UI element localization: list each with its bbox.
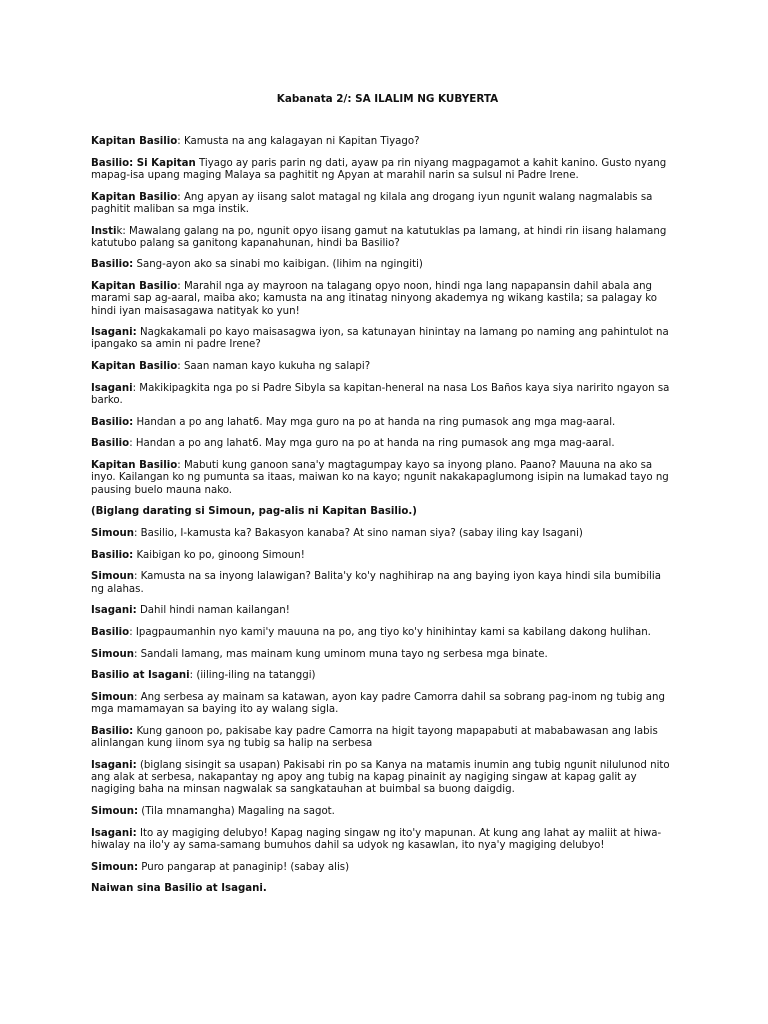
dialogue-line <box>91 649 676 661</box>
speaker-name: Basilio: <box>91 549 134 561</box>
dialogue-text: Kung ganoon po, pakisabe kay padre Camorra na higit tayong mapapabuti at mababawasan ang labis alinlangan kung iinom sya ng tubig sa halip na serbesa <box>91 726 658 750</box>
dialogue-text: Nagkakamali po kayo maisasagwa iyon, sa katunayan hinintay na lamang po naming ang pahintulot na ipangako sa amin ni padre Irene? <box>91 327 669 351</box>
speaker-name: Simoun <box>91 527 134 539</box>
speaker-name: Basilio: <box>91 259 134 271</box>
speaker-name: Simoun <box>91 692 134 704</box>
dialogue-text: : Kamusta na sa inyong lalawigan? Balita'y ko'y naghihirap na ang baying iyon kaya hindi sila bumibilia ng alahas. <box>91 571 661 595</box>
dialogue-line <box>91 460 676 497</box>
dialogue-text: : Kamusta na ang kalagayan ni Kapitan Tiyago? <box>177 136 420 147</box>
dialogue-line <box>91 726 676 750</box>
dialogue-text: : Basilio, I-kamusta ka? Bakasyon kanaba? At sino naman siya? (sabay iling kay Isagani) <box>133 527 583 539</box>
speaker-name: Basilio: Si Kapitan <box>91 157 196 169</box>
dialogue-text: : Handan a po ang lahat6. May mga guro na po at handa na ring pumasok ang mga mag-aaral. <box>129 438 615 450</box>
dialogue-line <box>91 192 676 216</box>
dialogue-line <box>91 417 676 429</box>
dialogue-text: Tiyago ay paris parin ng dati, ayaw pa rin niyang magpagamot a kahit kanino. Gusto nyang mapag-isa upang maging Malaya sa paghitit ng Apyan at marahil narin sa sulsul ni Padre Irene. <box>91 157 667 181</box>
stage-direction: Naiwan sina Basilio at Isagani. <box>91 883 267 895</box>
dialogue-line <box>91 828 676 852</box>
speaker-name: Kapitan Basilio <box>91 281 178 293</box>
dialogue-line <box>91 605 676 617</box>
dialogue-text: : Ang apyan ay iisang salot matagal ng kilala ang drogang iyun ngunit walang nagmalabis sa paghitit maliban sa mga instik. <box>91 191 653 215</box>
dialogue-line <box>91 627 676 639</box>
dialogue-line <box>91 259 676 271</box>
speaker-name: Basilio <box>91 626 130 638</box>
dialogue-text: Ito ay magiging delubyo! Kapag naging singaw ng ito'y mapunan. At kung ang lahat ay maliit at hiwa-hiwalay na ilo'y ay sama-samang bumuhos dahil sa udyok ng kasawlan, ito nya'y magiging delubyo! <box>91 827 662 851</box>
speaker-name: Kapitan Basilio <box>91 460 178 472</box>
speaker-name: Basilio <box>91 438 130 450</box>
dialogue-line <box>91 226 676 250</box>
speaker-name: Isagani: <box>91 605 137 617</box>
speaker-name: Simoun: <box>91 806 139 818</box>
speaker-name: Simoun: <box>91 861 139 873</box>
dialogue-text: : Marahil nga ay mayroon na talagang opyo noon, hindi nga lang napapansin dahil abala ang marami sap ag-aaral, maiba ako; kamusta na ang itinatag ninyong akademya ng wikang kastila; sa palagay ko hindi iyan maisasagawa natityak ko yun! <box>91 281 657 317</box>
dialogue-line <box>91 571 676 595</box>
dialogue-text: : Saan naman kayo kukuha ng salapi? <box>177 361 371 373</box>
stage-direction: (Biglang darating si Simoun, pag-alis ni Kapitan Basilio.) <box>91 506 417 518</box>
speaker-name: Basilio: <box>91 726 134 737</box>
dialogue-line <box>91 670 676 682</box>
dialogue-text: k: Mawalang galang na po, ngunit opyo iisang gamut na katutuklas pa lamang, at hindi rin iisang halamang katutubo palang sa ganitong kapanahunan, hindi ba Basilio? <box>91 225 667 249</box>
speaker-name: Simoun <box>91 648 134 660</box>
dialogue-text: Kaibigan ko po, ginoong Simoun! <box>133 549 305 561</box>
speaker-name: Isagani: <box>91 827 137 839</box>
speaker-name: Simoun <box>91 571 134 583</box>
dialogue-line <box>91 361 676 373</box>
speaker-name: Kapitan Basilio <box>91 361 178 373</box>
dialogue-line <box>91 550 676 562</box>
dialogue-text: Handan a po ang lahat6. May mga guro na po at handa na ring pumasok ang mga mag-aaral. <box>133 416 616 428</box>
speaker-name: Basilio at Isagani <box>91 670 190 682</box>
dialogue-line <box>91 862 676 874</box>
speaker-name: Isagani: <box>91 327 137 339</box>
speaker-name: Kapitan Basilio <box>91 136 178 147</box>
dialogue-line <box>91 692 676 716</box>
dialogue-line <box>91 806 676 818</box>
dialogue-text: : Makikipagkita nga po si Padre Sibyla sa kapitan-heneral na nasa Los Baños kaya siya naririto ngayon sa barko. <box>91 382 670 407</box>
dialogue-text: : Ipagpaumanhin nyo kami'y mauuna na po, ang tiyo ko'y hinihintay kami sa kabilang dakong hulihan. <box>129 626 651 638</box>
dialogue-line <box>91 528 676 540</box>
dialogue-text: : (iiling-iling na tatanggi) <box>189 670 316 682</box>
dialogue-line <box>91 281 676 318</box>
speaker-name: Isagani: <box>91 759 137 771</box>
dialogue-text: : Sandali lamang, mas mainam kung uminom muna tayo ng serbesa mga binate. <box>133 648 548 660</box>
dialogue-line <box>91 383 676 407</box>
dialogue-line <box>91 760 676 797</box>
dialogue-text: Sang-ayon ako sa sinabi mo kaibigan. (lihim na ngingiti) <box>133 259 423 271</box>
chapter-title: Kabanata 2/: SA ILALIM NG KUBYERTA <box>276 93 499 105</box>
dialogue-text: (Tila mnamangha) Magaling na sagot. <box>138 806 335 818</box>
speaker-name: Insti <box>91 225 117 237</box>
dialogue-text: Dahil hindi naman kailangan! <box>136 605 290 617</box>
dialogue-text: (biglang sisingit sa usapan) Pakisabi rin po sa Kanya na matamis inumin ang tubig ngunit nilulunod nito ang alak at serbesa, nakapantay ng apoy ang tubig na kapag pinainit ay nagiging singaw at kapag galit ay nagiging baha na minsan nagwalak sa sangkatauhan at buimbal sa buong daigdig. <box>91 759 670 796</box>
dialogue-line <box>91 438 676 450</box>
dialogue-text: Puro pangarap at panaginip! (sabay alis) <box>138 861 350 873</box>
speaker-name: Kapitan Basilio <box>91 191 178 203</box>
speaker-name: Isagani <box>91 382 133 394</box>
speaker-name: Basilio: <box>91 416 134 428</box>
dialogue-line <box>91 327 676 351</box>
dialogue-line <box>91 136 676 148</box>
dialogue-text: : Ang serbesa ay mainam sa katawan, ayon kay padre Camorra dahil sa sobrang pag-inom ng tubig ang mga mamamayan sa baying ito ay walang sigla. <box>91 692 665 716</box>
dialogue-text: : Mabuti kung ganoon sana'y magtagumpay kayo sa inyong plano. Paano? Mauuna na ako sa inyo. Kailangan ko ng pumunta sa itaas, maiwan ko na kayo; ngunit nakakapaglumong isipin na lumakad tayo ng pausing buelo mauna nako. <box>91 460 669 496</box>
dialogue-line <box>91 158 676 182</box>
